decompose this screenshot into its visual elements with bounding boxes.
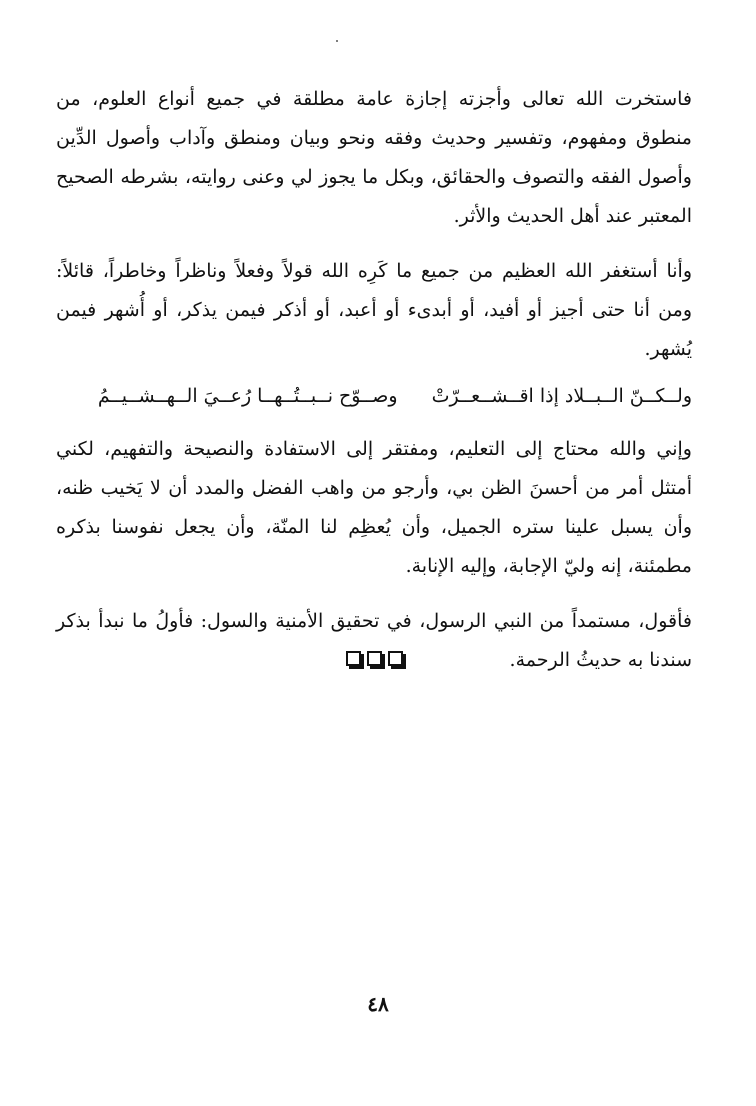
print-speck [336, 40, 338, 42]
poetry-verse [56, 377, 692, 416]
paragraph-ijaza: فاستخرت الله تعالى وأجزته إجازة عامة مطلقة في جميع أنواع العلوم، من منطوق ومفهوم، وتفسير وحديث وفقه ونحو وبيان ومنطق وآداب وأصول الدِّين وأصول الفقه والتصوف والحقائق، وبكل ما يجوز لي وعنى روايته، بشرطه الصحيح المعتبر عند أهل الحديث والأثر. [56, 88, 692, 227]
ornament-box-icon [367, 651, 382, 666]
paragraph-humility: وإني والله محتاج إلى التعليم، ومفتقر إلى الاستفادة والنصيحة والتفهيم، لكني أمتثل أمر من أحسنَ الظن بي، وأرجو من واهب الفضل والمدد أن لا يَخيب ظنه، وأن يسبل علينا ستره الجميل، وأن يُعظِم لنا المنّة، وأن يجعل نفوسنا بذكره مطمئنة، إنه وليّ الإجابة، وإليه الإنابة. [56, 438, 692, 577]
verse-second-hemistich: وصــوّح نــبــتُــهــا رُعــيَ الــهــشــيــمُ [97, 385, 398, 407]
section-end-ornament [346, 651, 403, 666]
paragraph-opening: فأقول، مستمداً من النبي الرسول، في تحقيق الأمنية والسول: فأولُ ما نبدأ بذكر سندنا به حديثُ الرحمة. [56, 610, 692, 671]
page-body [56, 80, 692, 680]
paragraph-istighfar: وأنا أستغفر الله العظيم من جميع ما كَرِه الله قولاً وفعلاً وناظراً وخاطراً، قائلاً: ومن أنا حتى أجيز أو أفيد، أو أبدىء أو أعبد، أو أذكر فيمن يذكر، أو أُشهر فيمن يُشهر. [56, 260, 692, 360]
ornament-box-icon [346, 651, 361, 666]
verse-first-hemistich: ولــكــنّ الــبــلاد إذا اقــشــعــرّتْ [431, 385, 692, 407]
ornament-box-icon [388, 651, 403, 666]
page-number: ٤٨ [367, 992, 389, 1016]
